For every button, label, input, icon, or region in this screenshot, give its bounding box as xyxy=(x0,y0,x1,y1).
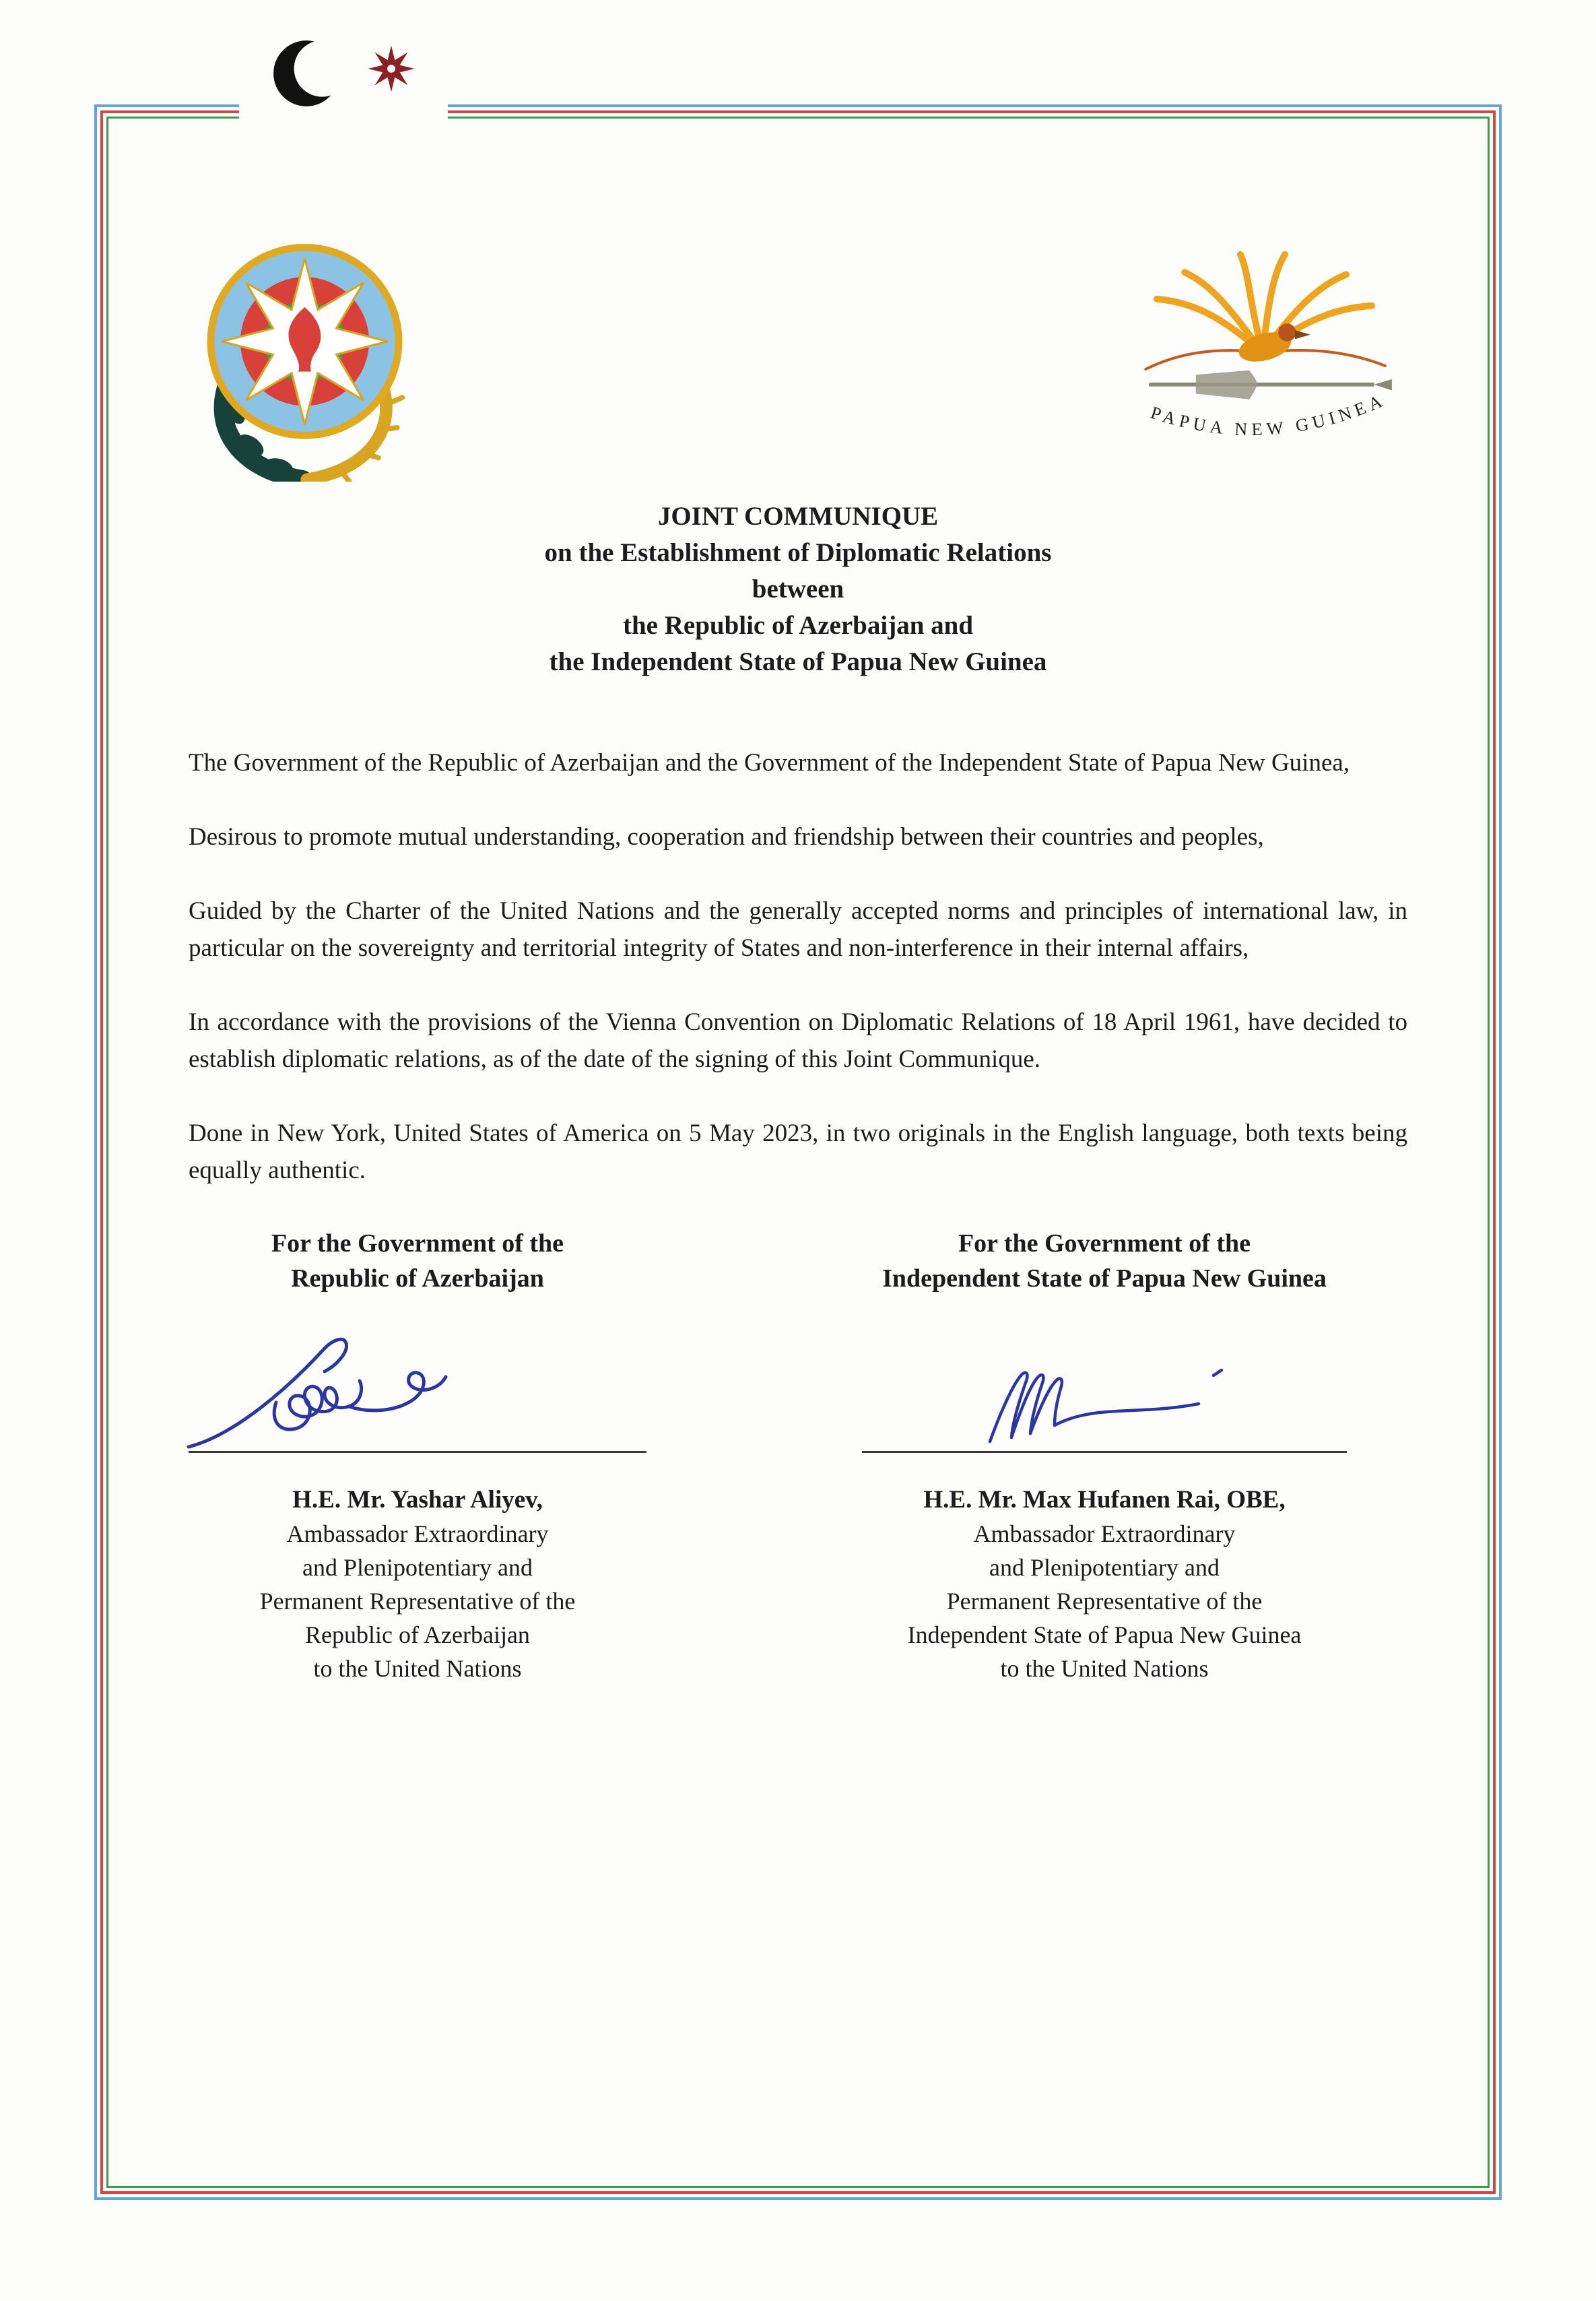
paragraph-2: Desirous to promote mutual understanding, cooperation and friendship between their countries and peoples, xyxy=(189,823,1264,851)
title-line: between xyxy=(752,575,844,604)
papua-new-guinea-emblem xyxy=(1118,239,1407,455)
eight-pointed-star-icon xyxy=(366,44,416,94)
azerbaijan-emblem-icon xyxy=(189,232,421,482)
signatory-name: H.E. Mr. Max Hufanen Rai, OBE, xyxy=(923,1486,1286,1514)
signature-png xyxy=(956,1362,1253,1456)
png-emblem-caption: PAPUA NEW GUINEA xyxy=(1148,389,1389,440)
signature-block-png xyxy=(828,1226,1381,1685)
emblems-row xyxy=(189,232,1407,482)
paragraph-4: In accordance with the provisions of the Vienna Convention on Diplomatic Relations of 18 April 1961, have decided to establish diplomatic relations, as of the date of the signing of this Joint Communique. xyxy=(189,1008,1407,1073)
title-line: the Republic of Azerbaijan and xyxy=(622,611,974,640)
signature-azerbaijan xyxy=(175,1322,498,1463)
signatory-azerbaijan: H.E. Mr. Yashar Aliyev, Ambassador Extraordinary and Plenipotentiary and Permanent Representative of the Republic of Azerbaijan to the United Nations xyxy=(189,1483,646,1685)
signatory-name: H.E. Mr. Yashar Aliyev, xyxy=(292,1486,543,1514)
signature-line-png xyxy=(862,1296,1347,1453)
document-title xyxy=(189,498,1407,680)
paragraph-3: Guided by the Charter of the United Nations and the generally accepted norms and principles of international law, in particular on the sovereignty and territorial integrity of States and non-interference in their internal affairs, xyxy=(189,897,1407,962)
signatory-png: H.E. Mr. Max Hufanen Rai, OBE, Ambassador Extraordinary and Plenipotentiary and Permanent Representative of the Independent State of Papua New Guinea to the United Nations xyxy=(828,1483,1381,1685)
paragraph-5: Done in New York, United States of America on 5 May 2023, in two originals in the English language, both texts being equally authentic. xyxy=(189,1120,1407,1184)
title-line: on the Establishment of Diplomatic Relations xyxy=(544,538,1052,567)
paragraph-1: The Government of the Republic of Azerbaijan and the Government of the Independent State of Papua New Guinea, xyxy=(189,749,1350,777)
crescent-star-emblem xyxy=(239,26,448,121)
signature-block-azerbaijan xyxy=(189,1226,646,1685)
azerbaijan-coat-of-arms xyxy=(189,232,421,482)
title-line: JOINT COMMUNIQUE xyxy=(657,502,939,531)
signature-section xyxy=(189,1226,1407,1685)
bird-of-paradise xyxy=(1145,255,1385,369)
png-emblem-icon xyxy=(1118,239,1407,455)
title-line: the Independent State of Papua New Guinea xyxy=(549,647,1047,676)
signature-heading-azerbaijan: For the Government of the Republic of Azerbaijan xyxy=(271,1229,564,1293)
signature-line-azerbaijan xyxy=(189,1296,646,1453)
document-content xyxy=(111,108,1485,2197)
svg-text:PAPUA NEW GUINEA xyxy=(1148,389,1389,439)
signature-heading-png: For the Government of the Independent State of Papua New Guinea xyxy=(882,1229,1327,1293)
crescent-icon xyxy=(271,36,346,111)
kundu-drum-and-spear-icon xyxy=(1149,370,1392,399)
body-text xyxy=(189,744,1407,1189)
